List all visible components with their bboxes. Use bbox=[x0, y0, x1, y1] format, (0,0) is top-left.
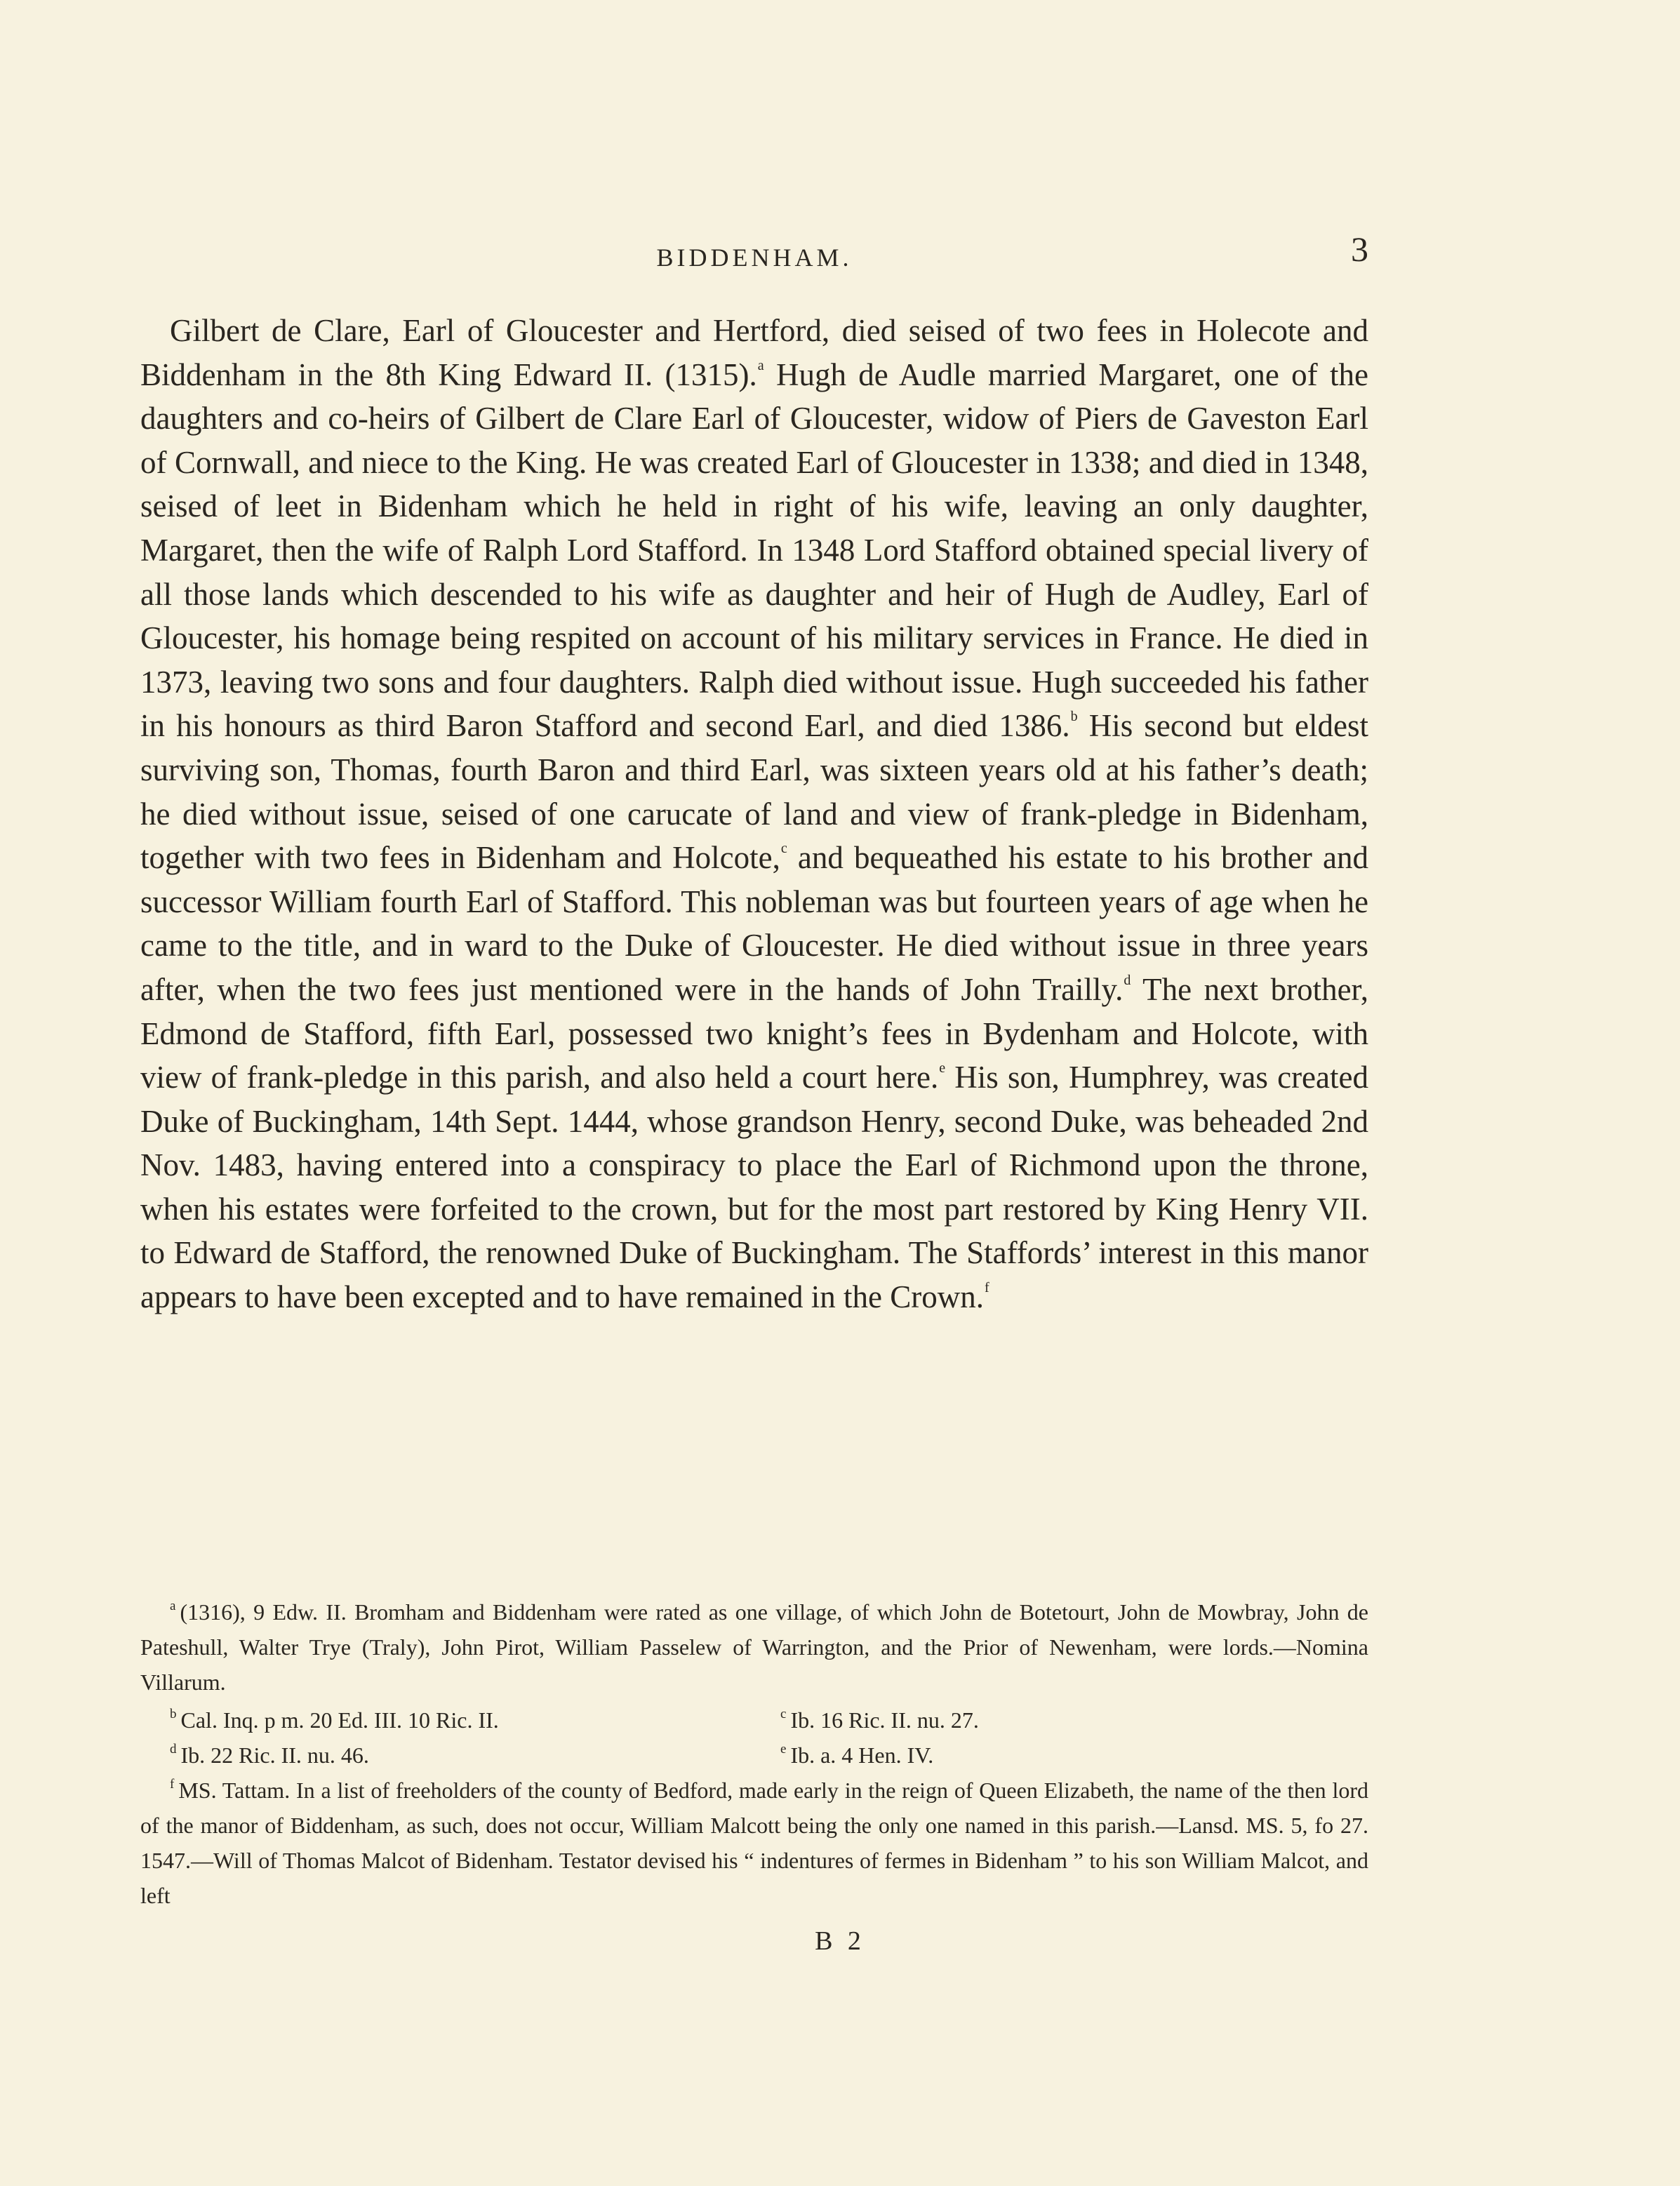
footnote-ref-d: d bbox=[1124, 972, 1131, 988]
footnote-row bbox=[140, 1702, 1368, 1738]
footnote-mark: c bbox=[780, 1707, 787, 1721]
footnote-e bbox=[780, 1738, 1368, 1773]
body-text-segment: His son, Humphrey, was created Duke of Buckingham, 14th Sept. 1444, whose grandson Henry, second Duke, was beheaded 2nd Nov. 1483, having entered into a conspiracy to place the Earl of Richmond upon the throne, when his estates were forfeited to the crown, but for the most part restored by King Henry VII. to Edward de Stafford, the renowned Duke of Buckingham. The Staffords’ interest in this manor appears to have been excepted and to have remained in the Crown. bbox=[140, 1060, 1368, 1315]
body-text-segment: The next brother, Edmond de Stafford, fifth Earl, possessed two knight’s fees in Bydenham and Holcote, with view of frank-pledge in this parish, and also held a court here. bbox=[140, 971, 1368, 1095]
running-head: BIDDENHAM. bbox=[656, 244, 853, 272]
footnote-text: MS. Tattam. In a list of freeholders of the county of Bedford, made early in the reign of Queen Elizabeth, the name of the then lord of the manor of Biddenham, as such, does not occur, William Malcott being the only one named in this parish.—Lansd. MS. 5, fo 27. 1547.—Will of Thomas Malcot of Bidenham. Testator devised his “ indentures of fermes in Bidenham ” to his son William Malcot, and left bbox=[140, 1778, 1368, 1908]
footnote-mark: e bbox=[780, 1742, 787, 1757]
footnotes bbox=[140, 1594, 1368, 1916]
page-header bbox=[140, 229, 1368, 285]
footnote-text: (1316), 9 Edw. II. Bromham and Biddenham were rated as one village, of which John de Botetourt, John de Mowbray, John de Pateshull, Walter Trye (Traly), John Pirot, William Passelew of Warrington, and the Prior of Newenham, were lords.—Nomina Villarum. bbox=[140, 1599, 1368, 1695]
footnote-c bbox=[780, 1702, 1368, 1738]
footnote-text: Ib. 22 Ric. II. nu. 46. bbox=[180, 1742, 369, 1768]
footnote-row bbox=[140, 1738, 1368, 1773]
body-text-segment: and bequeathed his estate to his brother and successor William fourth Earl of Stafford. This nobleman was but fourteen years of age when he came to the title, and in ward to the Duke of Gloucester. He died without issue in three years after, when the two fees just mentioned were in the hands of John Trailly. bbox=[140, 840, 1368, 1007]
page-number: 3 bbox=[1351, 229, 1368, 269]
footnote-f bbox=[140, 1773, 1368, 1913]
footnote-a bbox=[140, 1594, 1368, 1700]
footnote-b bbox=[170, 1702, 780, 1738]
body-text-segment: Gilbert de Clare, Earl of Gloucester and Hertford, died seised of two fees in Holecote and Biddenham in the 8th King Edward II. (1315). bbox=[140, 313, 1368, 392]
signature-mark: B 2 bbox=[815, 1926, 865, 1956]
footnote-d bbox=[170, 1738, 780, 1773]
footnote-mark: f bbox=[170, 1777, 175, 1792]
footnote-mark: d bbox=[170, 1742, 177, 1757]
footnote-ref-e: e bbox=[939, 1060, 946, 1077]
footnote-ref-b: b bbox=[1070, 709, 1078, 725]
body-text bbox=[140, 309, 1368, 1319]
footnote-text: Cal. Inq. p m. 20 Ed. III. 10 Ric. II. bbox=[180, 1707, 499, 1733]
body-text-segment: Hugh de Audle married Margaret, one of the daughters and co-heirs of Gilbert de Clare Earl of Gloucester, widow of Piers de Gaveston Earl of Cornwall, and niece to the King. He was created Earl of Gloucester in 1338; and died in 1348, seised of leet in Bidenham which he held in right of his wife, leaving an only daughter, Margaret, then the wife of Ralph Lord Stafford. In 1348 Lord Stafford obtained special livery of all those lands which descended to his wife as daughter and heir of Hugh de Audley, Earl of Gloucester, his homage being respited on account of his military services in France. He died in 1373, leaving two sons and four daughters. Ralph died without issue. Hugh succeeded his father in his honours as third Baron Stafford and second Earl, and died 1386. bbox=[140, 356, 1368, 744]
footnote-text: Ib. a. 4 Hen. IV. bbox=[790, 1742, 934, 1768]
footnote-ref-c: c bbox=[780, 841, 787, 857]
body-paragraph bbox=[140, 309, 1368, 1319]
footnote-ref-f: f bbox=[985, 1280, 989, 1296]
body-text-segment: His second but eldest surviving son, Thomas, fourth Baron and third Earl, was sixteen years old at his father’s death; he died without issue, seised of one carucate of land and view of frank-pledge in Bidenham, together with two fees in Bidenham and Holcote, bbox=[140, 708, 1368, 876]
footnote-ref-a: a bbox=[757, 357, 764, 373]
footnote-text: Ib. 16 Ric. II. nu. 27. bbox=[790, 1707, 979, 1733]
footnote-mark: a bbox=[170, 1599, 176, 1613]
footnote-mark: b bbox=[170, 1707, 177, 1721]
